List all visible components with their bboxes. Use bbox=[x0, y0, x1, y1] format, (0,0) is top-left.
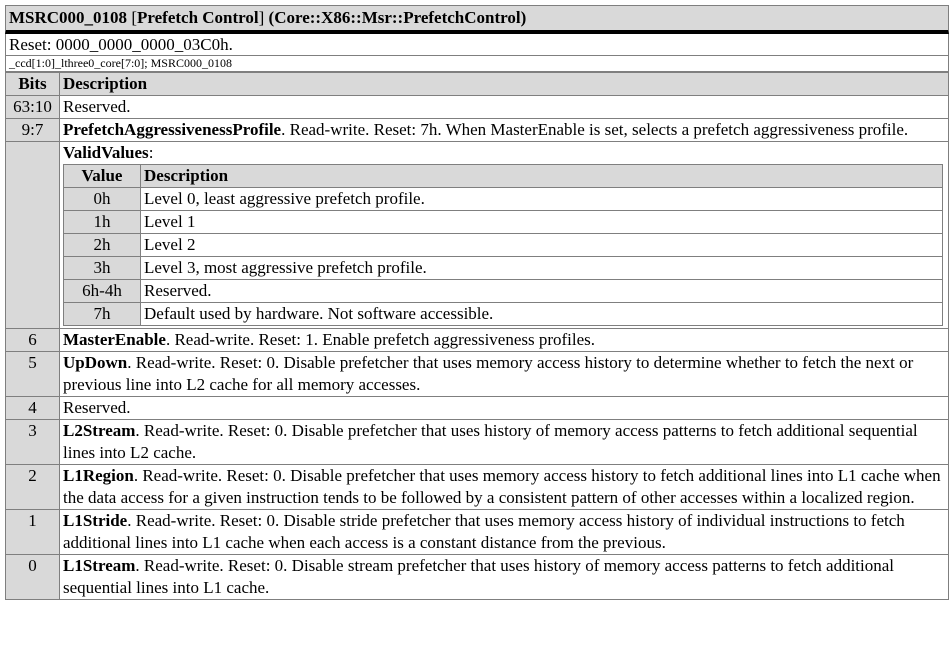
register-path: (Core::X86::Msr::PrefetchControl) bbox=[268, 8, 527, 27]
valid-values-colon: : bbox=[148, 143, 154, 162]
description-cell bbox=[60, 420, 949, 465]
field-name: L2Stream bbox=[63, 421, 136, 440]
register-block bbox=[5, 5, 949, 600]
description-cell bbox=[60, 96, 949, 119]
valid-values-table bbox=[63, 164, 943, 326]
valid-values-row bbox=[6, 142, 949, 329]
description-cell bbox=[60, 555, 949, 600]
value-description-header: Description bbox=[141, 165, 943, 188]
bits-cell: 3 bbox=[6, 420, 60, 465]
bits-cell: 1 bbox=[6, 510, 60, 555]
register-instance: _ccd[1:0]_lthree0_core[7:0]; MSRC000_0108 bbox=[5, 56, 949, 72]
valid-values-row-item bbox=[64, 234, 943, 257]
description-header: Description bbox=[60, 73, 949, 96]
table-row bbox=[6, 397, 949, 420]
value-description-cell: Level 3, most aggressive prefetch profile. bbox=[141, 257, 943, 280]
value-description-cell: Level 1 bbox=[141, 211, 943, 234]
table-row bbox=[6, 555, 949, 600]
field-name: UpDown bbox=[63, 353, 128, 372]
value-cell: 1h bbox=[64, 211, 141, 234]
valid-values-row-item bbox=[64, 303, 943, 326]
bits-cell: 2 bbox=[6, 465, 60, 510]
field-name: L1Stride bbox=[63, 511, 128, 530]
value-description-cell: Level 2 bbox=[141, 234, 943, 257]
value-cell: 2h bbox=[64, 234, 141, 257]
bits-cell-empty bbox=[6, 142, 60, 329]
register-id: MSRC000_0108 bbox=[9, 8, 128, 27]
bits-cell: 5 bbox=[6, 352, 60, 397]
valid-values-row-item bbox=[64, 280, 943, 303]
description-cell bbox=[60, 397, 949, 420]
description-text: Reserved. bbox=[63, 398, 131, 417]
valid-values-label: ValidValues bbox=[63, 143, 149, 162]
description-text: . Read-write. Reset: 0. Disable stride prefetcher that uses memory access history of individual instructions to fetch additional lines into L1 cache when each access is a constant distance from the previous. bbox=[63, 511, 905, 552]
valid-values-cell bbox=[60, 142, 949, 329]
field-name: L1Region bbox=[63, 466, 134, 485]
table-row bbox=[6, 510, 949, 555]
table-row bbox=[6, 352, 949, 397]
valid-values-row-item bbox=[64, 257, 943, 280]
value-description-cell: Level 0, least aggressive prefetch profile. bbox=[141, 188, 943, 211]
description-text: . Read-write. Reset: 7h. When MasterEnable is set, selects a prefetch aggressiveness profile. bbox=[281, 120, 909, 139]
valid-values-row-item bbox=[64, 211, 943, 234]
bits-cell: 0 bbox=[6, 555, 60, 600]
bits-cell: 6 bbox=[6, 329, 60, 352]
table-row bbox=[6, 465, 949, 510]
description-text: . Read-write. Reset: 0. Disable prefetcher that uses history of memory access patterns to fetch additional sequential lines into L2 cache. bbox=[63, 421, 918, 462]
register-name: Prefetch Control bbox=[136, 8, 259, 27]
bits-cell: 9:7 bbox=[6, 119, 60, 142]
value-cell: 7h bbox=[64, 303, 141, 326]
bits-cell: 4 bbox=[6, 397, 60, 420]
register-title bbox=[5, 5, 949, 34]
value-cell: 3h bbox=[64, 257, 141, 280]
bracket-close: ] bbox=[258, 8, 265, 27]
description-text: . Read-write. Reset: 0. Disable stream prefetcher that uses history of memory access patterns to fetch additional sequential lines into L1 cache. bbox=[63, 556, 895, 597]
valid-values-header-row bbox=[64, 165, 943, 188]
bits-header-row bbox=[6, 73, 949, 96]
table-row bbox=[6, 329, 949, 352]
register-reset: Reset: 0000_0000_0000_03C0h. bbox=[5, 34, 949, 56]
bracket-open: [ bbox=[131, 8, 137, 27]
value-cell: 6h-4h bbox=[64, 280, 141, 303]
description-cell bbox=[60, 465, 949, 510]
bits-cell: 63:10 bbox=[6, 96, 60, 119]
field-name: L1Stream bbox=[63, 556, 136, 575]
description-text: . Read-write. Reset: 1. Enable prefetch aggressiveness profiles. bbox=[165, 330, 596, 349]
description-text: Reserved. bbox=[63, 97, 131, 116]
value-cell: 0h bbox=[64, 188, 141, 211]
value-description-cell: Reserved. bbox=[141, 280, 943, 303]
description-text: . Read-write. Reset: 0. Disable prefetcher that uses memory access history to fetch additional lines into L1 cache when the data access for a given instruction tends to be followed by a consistent pattern of other accesses within a localized region. bbox=[63, 466, 941, 507]
description-cell bbox=[60, 510, 949, 555]
bits-header: Bits bbox=[6, 73, 60, 96]
value-description-cell: Default used by hardware. Not software accessible. bbox=[141, 303, 943, 326]
field-name: PrefetchAggressivenessProfile bbox=[63, 120, 282, 139]
value-header: Value bbox=[64, 165, 141, 188]
description-cell bbox=[60, 352, 949, 397]
valid-values-row-item bbox=[64, 188, 943, 211]
description-cell bbox=[60, 119, 949, 142]
table-row bbox=[6, 96, 949, 119]
description-cell bbox=[60, 329, 949, 352]
table-row bbox=[6, 119, 949, 142]
description-text: . Read-write. Reset: 0. Disable prefetcher that uses memory access history to determine whether to fetch the next or previous line into L2 cache for all memory accesses. bbox=[63, 353, 914, 394]
table-row bbox=[6, 420, 949, 465]
bits-table bbox=[5, 72, 949, 600]
field-name: MasterEnable bbox=[63, 330, 166, 349]
